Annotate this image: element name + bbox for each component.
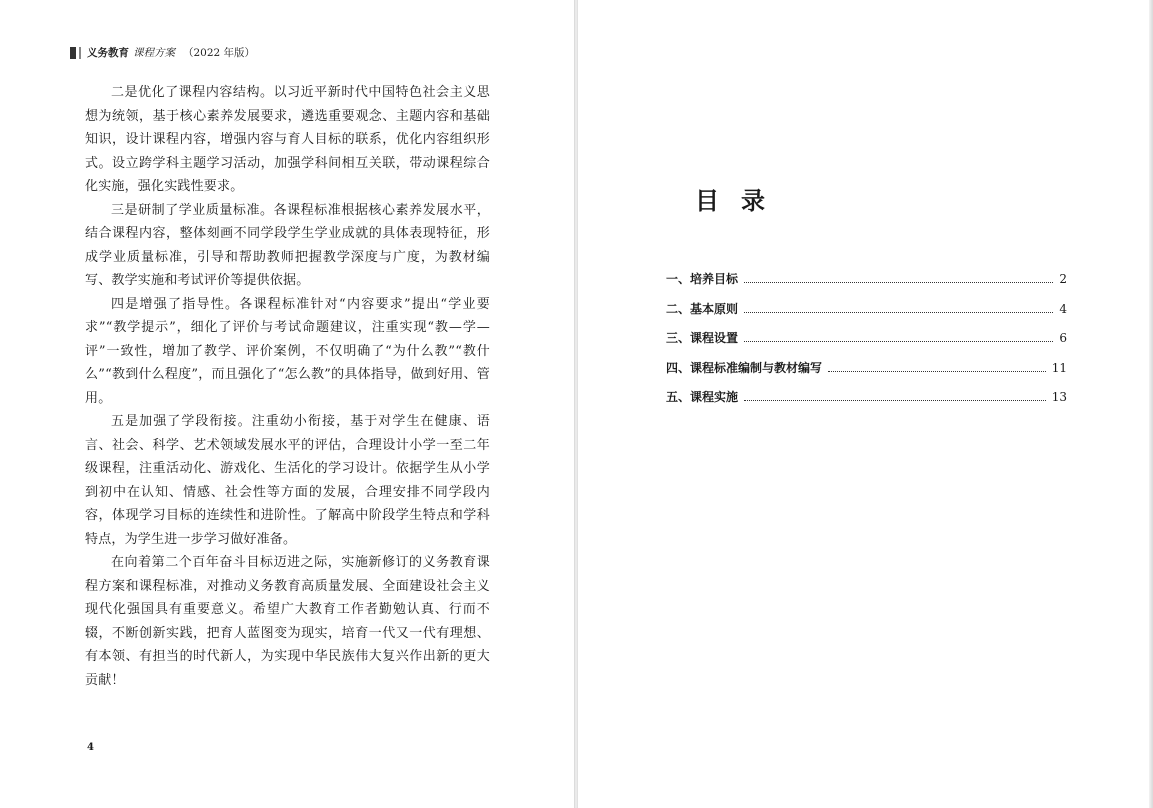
toc-entry-training-goals[interactable] (666, 270, 1067, 300)
paragraph: 在向着第二个百年奋斗目标迈进之际，实施新修订的义务教育课程方案和课程标准，对推动义务教育高质量发展、全面建设社会主义现代化强国具有重要意义。希望广大教育工作者勤勉认真、行而不辍，不断创新实践，把育人蓝图变为现实，培育一代又一代有理想、有本领、有担当的时代新人，为实现中华民族伟大复兴作出新的更大贡献！ (85, 555, 490, 688)
toc-entry-page: 6 (1059, 331, 1067, 345)
page-number: 4 (87, 742, 94, 753)
header-thin-bar-icon (79, 47, 81, 59)
toc-entry-standards-textbooks[interactable] (666, 359, 1067, 389)
toc-entry-page: 11 (1051, 360, 1067, 375)
toc-entry-basic-principles[interactable] (666, 300, 1067, 330)
toc-leader-dots (744, 312, 1053, 313)
paragraph: 二是优化了课程内容结构。以习近平新时代中国特色社会主义思想为统领，基于核心素养发展要求，遴选重要观念、主题内容和基础知识，设计课程内容，增强内容与育人目标的联系，优化内容组织形式。设立跨学科主题学习活动，加强学科间相互关联，带动课程综合化实施，强化实践性要求。 (85, 85, 490, 194)
running-header (70, 45, 255, 60)
toc-entry-page: 4 (1059, 301, 1067, 316)
body-text (85, 81, 490, 692)
toc-entry-label: 五、课程实施 (666, 390, 739, 404)
left-page (0, 0, 574, 808)
header-subtitle: 课程方案 (133, 47, 175, 59)
paragraph: 四是增强了指导性。各课程标准针对“内容要求”提出“学业要求”“教学提示”，细化了评价与考试命题建议，注重实现“教—学—评”一致性，增加了教学、评价案例，不仅明确了“为什么教”“教什么”“教到什么程度”，而且强化了“怎么教”的具体指导，做到好用、管用。 (85, 296, 490, 406)
paragraph: 五是加强了学段衔接。注重幼小衔接，基于对学生在健康、语言、社会、科学、艺术领域发展水平的评估，合理设计小学一至二年级课程，注重活动化、游戏化、生活化的学习设计。依据学生从小学到初中在认知、情感、社会性等方面的发展，合理安排不同学段内容，体现学习目标的连续性和进阶性。了解高中阶段学生特点和学科特点，为学生进一步学习做好准备。 (85, 414, 490, 547)
header-edition: （2022 年版） (183, 47, 256, 59)
table-of-contents (666, 270, 1067, 418)
paragraph: 三是研制了学业质量标准。各课程标准根据核心素养发展水平，结合课程内容，整体刻画不同学段学生学业成就的具体表现特征，形成学业质量标准，引导和帮助教师把握教学深度与广度，为教材编写、教学实施和考试评价等提供依据。 (85, 202, 490, 288)
header-title: 义务教育 (87, 47, 129, 59)
toc-entry-page: 13 (1051, 390, 1067, 404)
toc-entry-label: 四、课程标准编制与教材编写 (666, 360, 823, 375)
toc-entry-label: 三、课程设置 (666, 331, 739, 345)
toc-entry-implementation[interactable] (666, 388, 1067, 418)
header-bar-icon (70, 47, 76, 59)
toc-leader-dots (744, 282, 1053, 283)
toc-entry-label: 一、培养目标 (666, 272, 739, 286)
toc-leader-dots (828, 371, 1046, 372)
toc-title: 目录 (695, 186, 787, 215)
toc-entry-curriculum-setup[interactable] (666, 329, 1067, 359)
page-edge (1149, 0, 1153, 808)
toc-leader-dots (744, 400, 1046, 401)
toc-entry-page: 2 (1059, 272, 1067, 286)
toc-entry-label: 二、基本原则 (666, 301, 739, 316)
toc-leader-dots (744, 341, 1053, 342)
